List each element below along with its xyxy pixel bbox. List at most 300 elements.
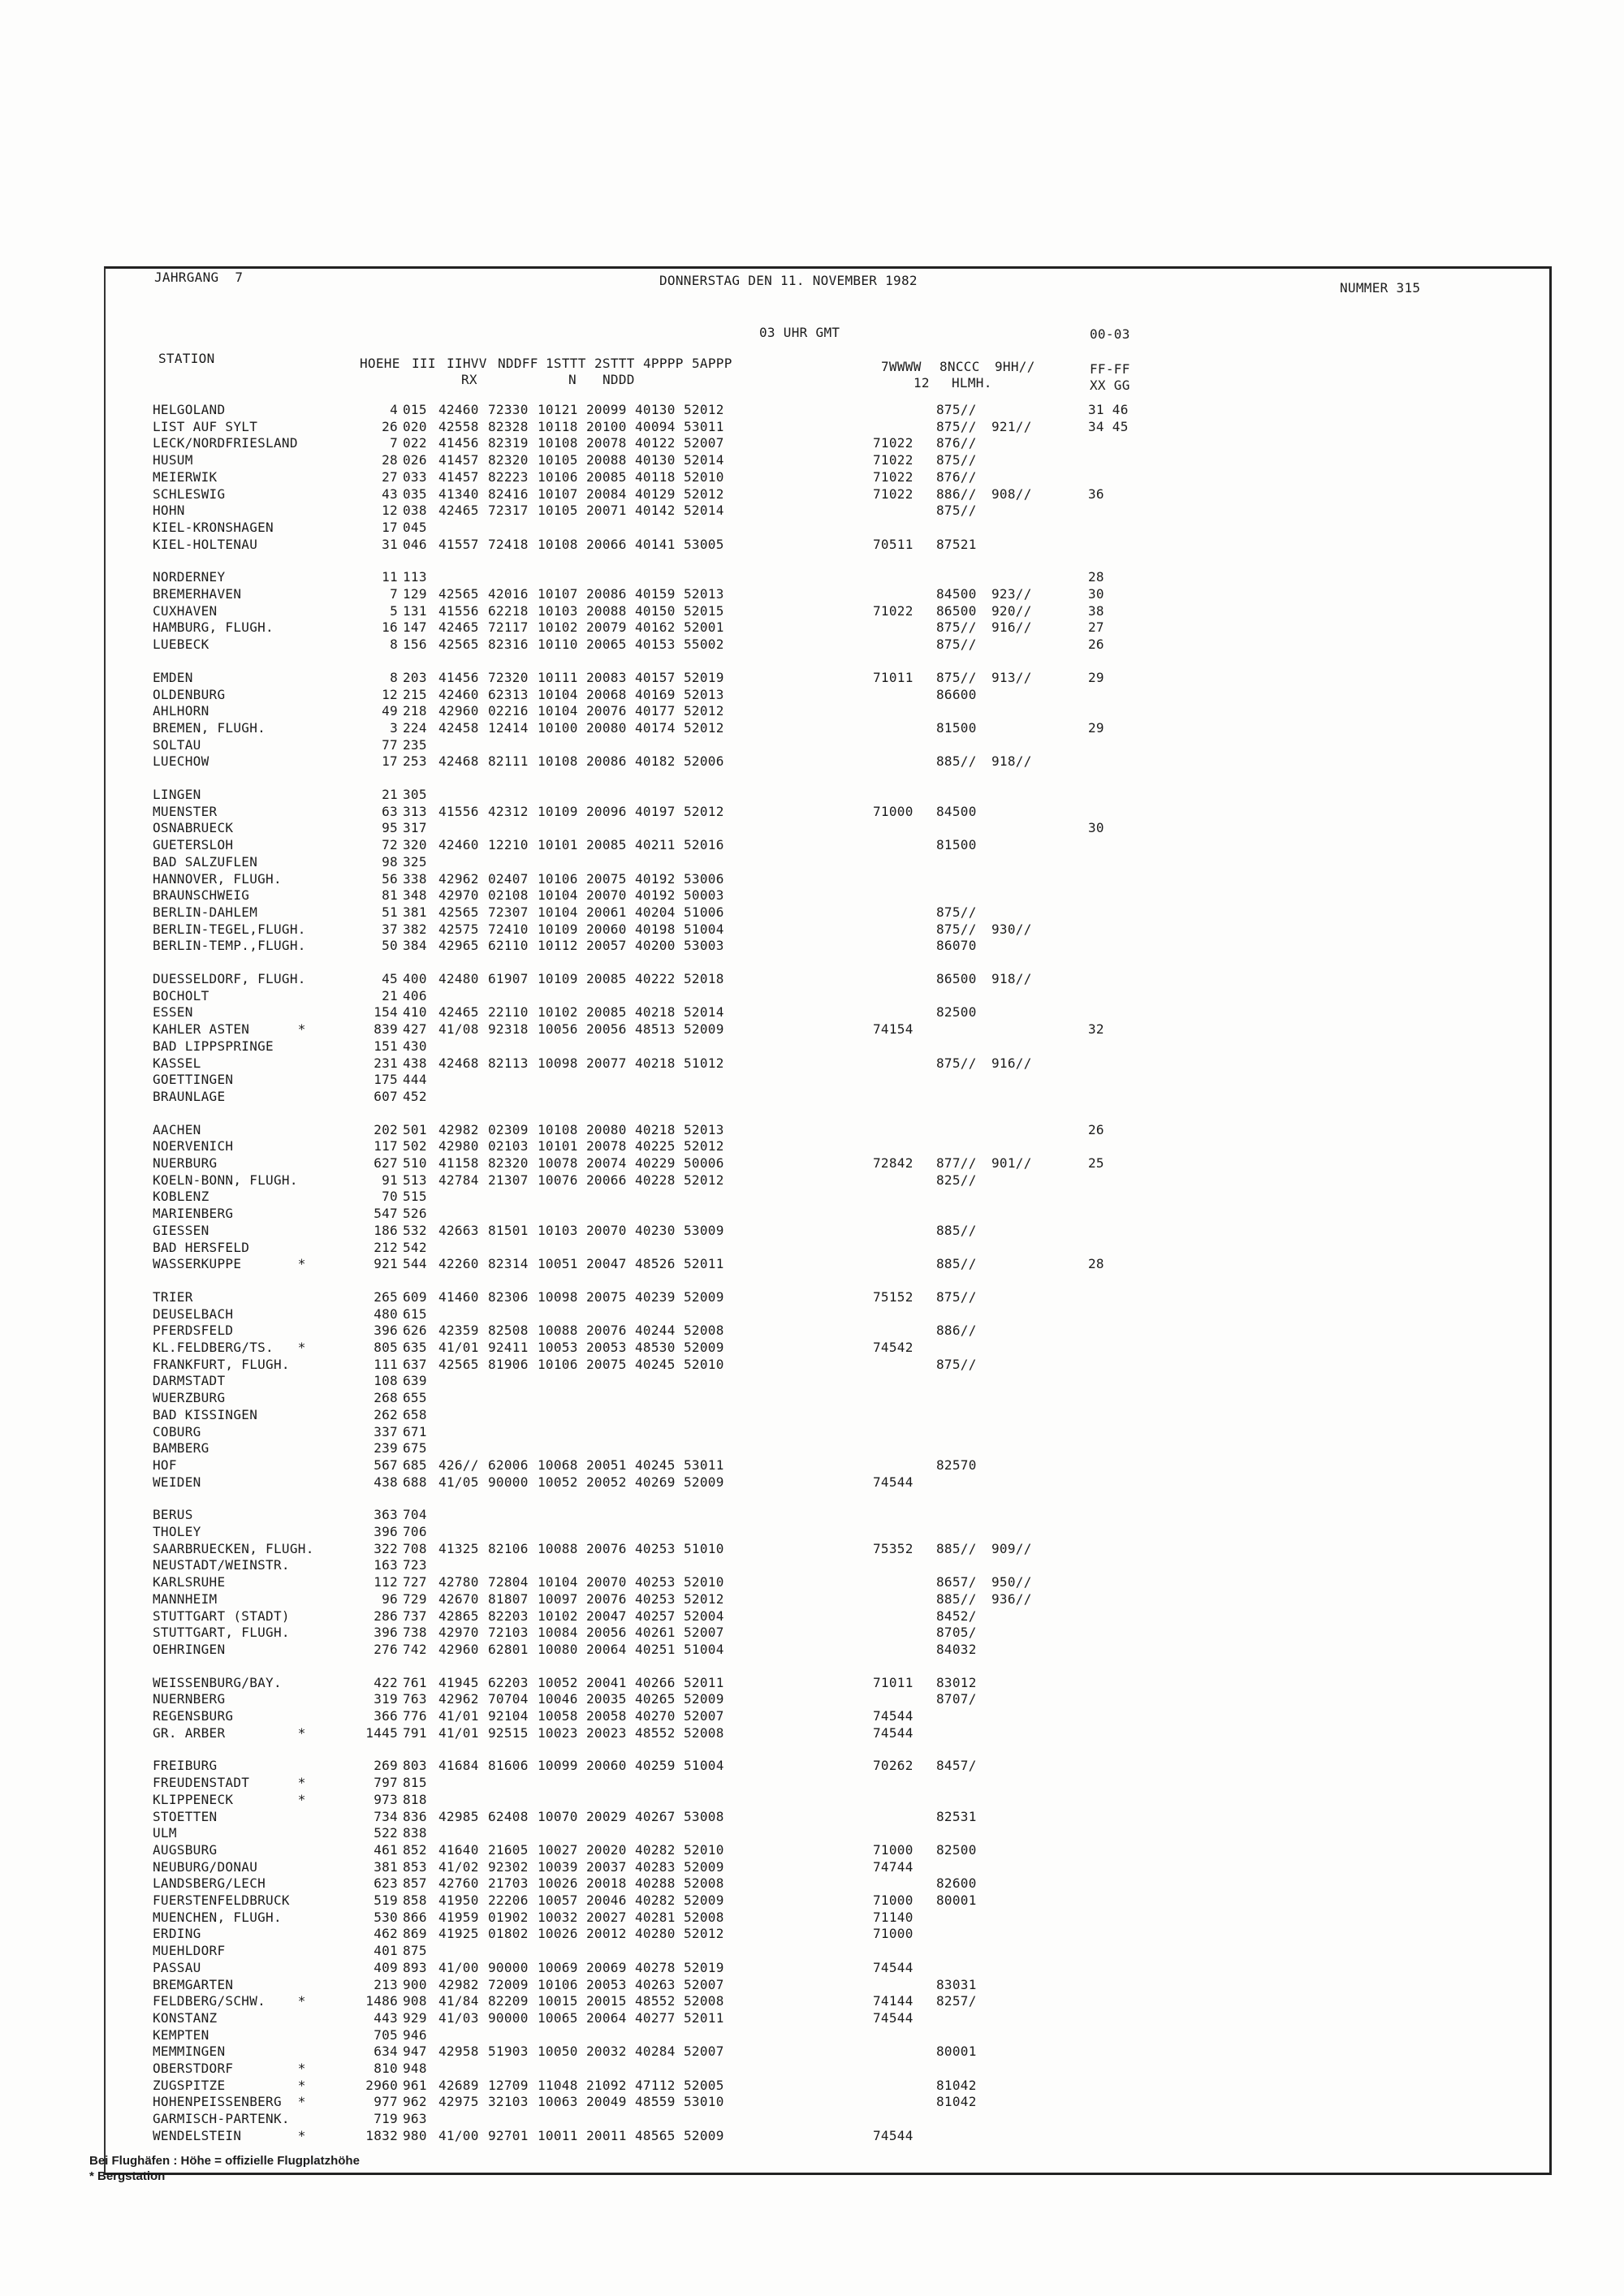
station-name: FRANKFURT, FLUGH. (153, 1357, 290, 1372)
station-5appp: 51004 (684, 1642, 724, 1657)
station-nddff: 61907 (488, 971, 529, 986)
station-2sttt: 20012 (586, 1926, 627, 1941)
station-7wwww: 71011 (873, 1675, 914, 1690)
station-1sttt: 10080 (538, 1642, 578, 1657)
station-9hh: 923// (991, 586, 1032, 602)
station-iii: 961 (403, 2078, 427, 2093)
station-nddff: 62408 (488, 1809, 529, 1824)
station-4pppp: 40218 (635, 1004, 676, 1020)
station-name: HUSUM (153, 452, 193, 468)
station-name: BAD SALZUFLEN (153, 854, 258, 870)
station-hoehe: 396 (374, 1625, 398, 1640)
station-8nccc: 86500 (936, 603, 977, 619)
col-ff: FF-FF (1090, 361, 1130, 377)
station-8nccc: 86500 (936, 971, 977, 986)
station-1sttt: 10104 (538, 1574, 578, 1590)
period-label: 00-03 (1090, 326, 1130, 342)
station-2sttt: 20064 (586, 1642, 627, 1657)
station-nddff: 92411 (488, 1340, 529, 1355)
station-name: BREMERHAVEN (153, 586, 242, 602)
station-nddff: 82328 (488, 419, 529, 434)
station-iihvv: 41/02 (438, 1859, 479, 1875)
station-iii: 430 (403, 1038, 427, 1054)
station-ff-gg: 29 (1088, 670, 1104, 685)
station-iihvv: 42458 (438, 720, 479, 736)
station-hoehe: 734 (374, 1809, 398, 1824)
station-iihvv: 41456 (438, 435, 479, 451)
station-iii: 384 (403, 938, 427, 953)
station-nddff: 02108 (488, 887, 529, 903)
station-iii: 658 (403, 1407, 427, 1422)
station-7wwww: 72842 (873, 1155, 914, 1171)
station-iihvv: 42962 (438, 1691, 479, 1707)
station-iii: 038 (403, 503, 427, 518)
station-2sttt: 20085 (586, 1004, 627, 1020)
station-iii: 113 (403, 569, 427, 585)
station-hoehe: 396 (374, 1323, 398, 1338)
station-iii: 723 (403, 1557, 427, 1573)
station-1sttt: 10065 (538, 2010, 578, 2026)
station-name: DUESSELDORF, FLUGH. (153, 971, 306, 986)
station-2sttt: 20075 (586, 1357, 627, 1372)
station-iii: 685 (403, 1457, 427, 1473)
station-2sttt: 20078 (586, 1138, 627, 1154)
col-2sttt-sub: NDDD (603, 372, 635, 387)
station-5appp: 53006 (684, 871, 724, 887)
station-5appp: 52019 (684, 670, 724, 685)
station-4pppp: 40130 (635, 402, 676, 417)
station-hoehe: 56 (382, 871, 398, 887)
station-1sttt: 10101 (538, 1138, 578, 1154)
station-name: KOBLENZ (153, 1189, 209, 1204)
station-ff-gg: 34 45 (1088, 419, 1129, 434)
station-nddff: 81807 (488, 1591, 529, 1607)
station-8nccc: 86070 (936, 938, 977, 953)
station-iihvv: 42465 (438, 619, 479, 635)
station-4pppp: 40141 (635, 537, 676, 552)
station-7wwww: 71000 (873, 1892, 914, 1908)
station-hoehe: 239 (374, 1440, 398, 1456)
station-5appp: 52013 (684, 586, 724, 602)
station-name: LECK/NORDFRIESLAND (153, 435, 298, 451)
station-hoehe: 286 (374, 1608, 398, 1624)
station-ff-gg: 30 (1088, 586, 1104, 602)
station-hoehe: 805 (374, 1340, 398, 1355)
station-hoehe: 921 (374, 1256, 398, 1271)
station-8nccc: 877// (936, 1155, 977, 1171)
station-8nccc: 875// (936, 402, 977, 417)
station-iii: 400 (403, 971, 427, 986)
station-5appp: 52009 (684, 1892, 724, 1908)
station-name: BERUS (153, 1507, 193, 1522)
station-iii: 325 (403, 854, 427, 870)
station-hoehe: 607 (374, 1089, 398, 1104)
station-name: BRAUNLAGE (153, 1089, 226, 1104)
station-2sttt: 20061 (586, 904, 627, 920)
station-iii: 235 (403, 737, 427, 753)
station-2sttt: 20047 (586, 1608, 627, 1624)
station-nddff: 82106 (488, 1541, 529, 1556)
station-1sttt: 10106 (538, 1977, 578, 1992)
station-2sttt: 20070 (586, 887, 627, 903)
station-iii: 317 (403, 820, 427, 835)
station-iii: 908 (403, 1993, 427, 2009)
station-nddff: 82314 (488, 1256, 529, 1271)
station-5appp: 51006 (684, 904, 724, 920)
station-4pppp: 48513 (635, 1021, 676, 1037)
station-iihvv: 42565 (438, 637, 479, 652)
station-5appp: 52007 (684, 1977, 724, 1992)
station-nddff: 72804 (488, 1574, 529, 1590)
station-iihvv: 41/01 (438, 1340, 479, 1355)
station-5appp: 53003 (684, 938, 724, 953)
station-1sttt: 10103 (538, 603, 578, 619)
station-hoehe: 108 (374, 1373, 398, 1388)
station-hoehe: 705 (374, 2027, 398, 2043)
station-iihvv: 42965 (438, 938, 479, 953)
station-name: HOF (153, 1457, 177, 1473)
station-iii: 502 (403, 1138, 427, 1154)
station-name: FELDBERG/SCHW. * (153, 1993, 306, 2009)
station-2sttt: 20052 (586, 1474, 627, 1490)
station-8nccc: 886// (936, 486, 977, 502)
station-nddff: 70704 (488, 1691, 529, 1707)
station-iihvv: 42480 (438, 971, 479, 986)
station-2sttt: 20086 (586, 753, 627, 769)
station-name: PASSAU (153, 1960, 201, 1975)
station-iii: 313 (403, 804, 427, 819)
station-1sttt: 10032 (538, 1910, 578, 1925)
station-nddff: 72418 (488, 537, 529, 552)
station-1sttt: 10023 (538, 1725, 578, 1741)
station-iii: 836 (403, 1809, 427, 1824)
station-1sttt: 10108 (538, 537, 578, 552)
station-iihvv: 41460 (438, 1289, 479, 1305)
station-name: HAMBURG, FLUGH. (153, 619, 274, 635)
station-4pppp: 40267 (635, 1809, 676, 1824)
station-1sttt: 10053 (538, 1340, 578, 1355)
station-name: ESSEN (153, 1004, 193, 1020)
station-hoehe: 81 (382, 887, 398, 903)
station-name: BERLIN-TEGEL,FLUGH. (153, 921, 306, 937)
station-4pppp: 40239 (635, 1289, 676, 1305)
station-7wwww: 70511 (873, 537, 914, 552)
station-iii: 532 (403, 1223, 427, 1238)
station-1sttt: 10118 (538, 419, 578, 434)
station-4pppp: 40177 (635, 703, 676, 719)
station-7wwww: 71022 (873, 486, 914, 502)
station-name: BRAUNSCHWEIG (153, 887, 250, 903)
station-nddff: 82508 (488, 1323, 529, 1338)
station-8nccc: 875// (936, 1289, 977, 1305)
station-8nccc: 82600 (936, 1875, 977, 1891)
station-iihvv: 42960 (438, 703, 479, 719)
station-5appp: 52008 (684, 1725, 724, 1741)
station-1sttt: 10103 (538, 1223, 578, 1238)
station-2sttt: 20066 (586, 537, 627, 552)
station-hoehe: 11 (382, 569, 398, 585)
station-8nccc: 875// (936, 670, 977, 685)
station-name: BAD KISSINGEN (153, 1407, 258, 1422)
station-nddff: 72307 (488, 904, 529, 920)
station-nddff: 22110 (488, 1004, 529, 1020)
station-2sttt: 20078 (586, 435, 627, 451)
station-nddff: 01902 (488, 1910, 529, 1925)
station-iii: 947 (403, 2044, 427, 2059)
station-1sttt: 10111 (538, 670, 578, 685)
station-4pppp: 48559 (635, 2094, 676, 2109)
station-8nccc: 86600 (936, 687, 977, 702)
station-nddff: 62203 (488, 1675, 529, 1690)
station-iii: 929 (403, 2010, 427, 2026)
station-iii: 444 (403, 1072, 427, 1087)
station-8nccc: 885// (936, 753, 977, 769)
station-name: ULM (153, 1825, 177, 1841)
station-iii: 147 (403, 619, 427, 635)
station-1sttt: 10105 (538, 452, 578, 468)
station-iii: 852 (403, 1842, 427, 1858)
station-iii: 035 (403, 486, 427, 502)
station-iihvv: 41557 (438, 537, 479, 552)
station-5appp: 52013 (684, 1122, 724, 1137)
station-nddff: 82316 (488, 637, 529, 652)
station-hoehe: 63 (382, 804, 398, 819)
station-iii: 761 (403, 1675, 427, 1690)
station-iii: 544 (403, 1256, 427, 1271)
station-name: WUERZBURG (153, 1390, 226, 1405)
station-4pppp: 40253 (635, 1541, 676, 1556)
station-nddff: 72103 (488, 1625, 529, 1640)
station-hoehe: 438 (374, 1474, 398, 1490)
station-9hh: 909// (991, 1541, 1032, 1556)
station-7wwww: 74544 (873, 1960, 914, 1975)
station-5appp: 52010 (684, 1574, 724, 1590)
station-2sttt: 20035 (586, 1691, 627, 1707)
station-2sttt: 20058 (586, 1708, 627, 1724)
station-1sttt: 10097 (538, 1591, 578, 1607)
col-7wwww-sub: 12 (914, 375, 930, 391)
station-hoehe: 8 (390, 637, 398, 652)
station-hoehe: 366 (374, 1708, 398, 1724)
station-5appp: 52015 (684, 603, 724, 619)
station-iii: 218 (403, 703, 427, 719)
station-iii: 776 (403, 1708, 427, 1724)
station-1sttt: 10104 (538, 887, 578, 903)
station-5appp: 52012 (684, 486, 724, 502)
station-iii: 962 (403, 2094, 427, 2109)
station-4pppp: 40259 (635, 1758, 676, 1773)
station-hoehe: 91 (382, 1172, 398, 1188)
station-iihvv: 41/08 (438, 1021, 479, 1037)
station-iii: 046 (403, 537, 427, 552)
table-frame (104, 266, 1552, 2175)
station-iii: 338 (403, 871, 427, 887)
station-iihvv: 41/84 (438, 1993, 479, 2009)
station-9hh: 921// (991, 419, 1032, 434)
station-iii: 948 (403, 2061, 427, 2076)
station-1sttt: 10102 (538, 619, 578, 635)
station-5appp: 53011 (684, 1457, 724, 1473)
station-iii: 203 (403, 670, 427, 685)
station-name: WENDELSTEIN * (153, 2128, 306, 2143)
station-name: SAARBRUECKEN, FLUGH. (153, 1541, 314, 1556)
station-7wwww: 74544 (873, 1725, 914, 1741)
station-hoehe: 12 (382, 687, 398, 702)
col-5appp: 5APPP (692, 356, 732, 371)
station-iii: 763 (403, 1691, 427, 1707)
station-iii: 869 (403, 1926, 427, 1941)
station-iii: 406 (403, 988, 427, 1003)
station-1sttt: 10039 (538, 1859, 578, 1875)
station-iihvv: 42780 (438, 1574, 479, 1590)
station-1sttt: 10046 (538, 1691, 578, 1707)
station-name: MANNHEIM (153, 1591, 218, 1607)
station-iii: 515 (403, 1189, 427, 1204)
station-2sttt: 20065 (586, 637, 627, 652)
station-8nccc: 825// (936, 1172, 977, 1188)
station-8nccc: 81500 (936, 837, 977, 852)
station-1sttt: 10108 (538, 435, 578, 451)
station-name: FREUDENSTADT * (153, 1775, 306, 1790)
station-hoehe: 567 (374, 1457, 398, 1473)
station-hoehe: 7 (390, 435, 398, 451)
station-8nccc: 885// (936, 1256, 977, 1271)
station-iii: 803 (403, 1758, 427, 1773)
station-nddff: 92302 (488, 1859, 529, 1875)
station-7wwww: 71011 (873, 670, 914, 685)
station-hoehe: 37 (382, 921, 398, 937)
station-5appp: 52012 (684, 402, 724, 417)
station-name: MUEHLDORF (153, 1943, 226, 1958)
station-1sttt: 10057 (538, 1892, 578, 1908)
station-7wwww: 74154 (873, 1021, 914, 1037)
station-2sttt: 20096 (586, 804, 627, 819)
station-4pppp: 40211 (635, 837, 676, 852)
station-4pppp: 40282 (635, 1892, 676, 1908)
station-hoehe: 810 (374, 2061, 398, 2076)
station-iii: 501 (403, 1122, 427, 1137)
station-name: NUERBURG (153, 1155, 218, 1171)
station-iihvv: 42558 (438, 419, 479, 434)
col-iihvv: IIHVV (447, 356, 487, 371)
station-1sttt: 10078 (538, 1155, 578, 1171)
station-iii: 320 (403, 837, 427, 852)
station-4pppp: 40129 (635, 486, 676, 502)
station-iii: 980 (403, 2128, 427, 2143)
station-hoehe: 186 (374, 1223, 398, 1238)
station-nddff: 62006 (488, 1457, 529, 1473)
station-5appp: 52014 (684, 452, 724, 468)
station-5appp: 52008 (684, 1323, 724, 1338)
station-ff-gg: 26 (1088, 637, 1104, 652)
station-5appp: 52010 (684, 1842, 724, 1858)
station-5appp: 52009 (684, 1691, 724, 1707)
station-hoehe: 1445 (365, 1725, 398, 1741)
station-4pppp: 48530 (635, 1340, 676, 1355)
station-4pppp: 40265 (635, 1691, 676, 1707)
station-name: FUERSTENFELDBRUCK (153, 1892, 290, 1908)
station-name: MEIERWIK (153, 469, 218, 485)
station-iihvv: 42962 (438, 871, 479, 887)
station-5appp: 52009 (684, 2128, 724, 2143)
station-5appp: 52007 (684, 435, 724, 451)
station-7wwww: 74544 (873, 1474, 914, 1490)
station-iihvv: 41556 (438, 603, 479, 619)
station-name: KASSEL (153, 1055, 201, 1071)
station-8nccc: 83031 (936, 1977, 977, 1992)
station-4pppp: 40283 (635, 1859, 676, 1875)
station-7wwww: 74544 (873, 2010, 914, 2026)
station-iihvv: 42565 (438, 904, 479, 920)
station-name: MUENCHEN, FLUGH. (153, 1910, 282, 1925)
station-hoehe: 3 (390, 720, 398, 736)
station-name: OBERSTDORF * (153, 2061, 306, 2076)
station-hoehe: 21 (382, 988, 398, 1003)
station-1sttt: 10107 (538, 486, 578, 502)
station-2sttt: 20020 (586, 1842, 627, 1858)
station-iii: 858 (403, 1892, 427, 1908)
station-4pppp: 40261 (635, 1625, 676, 1640)
station-iii: 818 (403, 1792, 427, 1807)
station-2sttt: 20032 (586, 2044, 627, 2059)
station-iihvv: 42670 (438, 1591, 479, 1607)
station-4pppp: 40253 (635, 1591, 676, 1607)
station-iii: 026 (403, 452, 427, 468)
station-iihvv: 41/00 (438, 2128, 479, 2143)
station-nddff: 82203 (488, 1608, 529, 1624)
station-iii: 946 (403, 2027, 427, 2043)
col-rx: RX (461, 372, 477, 387)
station-name: KOELN-BONN, FLUGH. (153, 1172, 298, 1188)
station-hoehe: 163 (374, 1557, 398, 1573)
station-1sttt: 10098 (538, 1289, 578, 1305)
station-4pppp: 40157 (635, 670, 676, 685)
station-iihvv: 41/05 (438, 1474, 479, 1490)
station-2sttt: 20099 (586, 402, 627, 417)
station-4pppp: 47112 (635, 2078, 676, 2093)
station-nddff: 92318 (488, 1021, 529, 1037)
station-nddff: 90000 (488, 1474, 529, 1490)
station-hoehe: 522 (374, 1825, 398, 1841)
station-2sttt: 20069 (586, 1960, 627, 1975)
station-2sttt: 20076 (586, 1591, 627, 1607)
station-8nccc: 83012 (936, 1675, 977, 1690)
station-1sttt: 10108 (538, 753, 578, 769)
station-nddff: 72330 (488, 402, 529, 417)
station-nddff: 82113 (488, 1055, 529, 1071)
station-iii: 131 (403, 603, 427, 619)
station-2sttt: 20037 (586, 1859, 627, 1875)
station-9hh: 916// (991, 1055, 1032, 1071)
station-5appp: 52009 (684, 1021, 724, 1037)
station-nddff: 12414 (488, 720, 529, 736)
station-5appp: 55002 (684, 637, 724, 652)
station-8nccc: 885// (936, 1591, 977, 1607)
station-iihvv: 41456 (438, 670, 479, 685)
station-4pppp: 48565 (635, 2128, 676, 2143)
station-1sttt: 10068 (538, 1457, 578, 1473)
station-iihvv: 42970 (438, 1625, 479, 1640)
station-4pppp: 40094 (635, 419, 676, 434)
station-1sttt: 10099 (538, 1758, 578, 1773)
station-hoehe: 12 (382, 503, 398, 518)
station-hoehe: 547 (374, 1206, 398, 1221)
col-hoehe: HOEHE (360, 356, 400, 371)
station-2sttt: 20076 (586, 703, 627, 719)
station-iihvv: 41457 (438, 452, 479, 468)
station-iii: 727 (403, 1574, 427, 1590)
station-5appp: 52007 (684, 1708, 724, 1724)
